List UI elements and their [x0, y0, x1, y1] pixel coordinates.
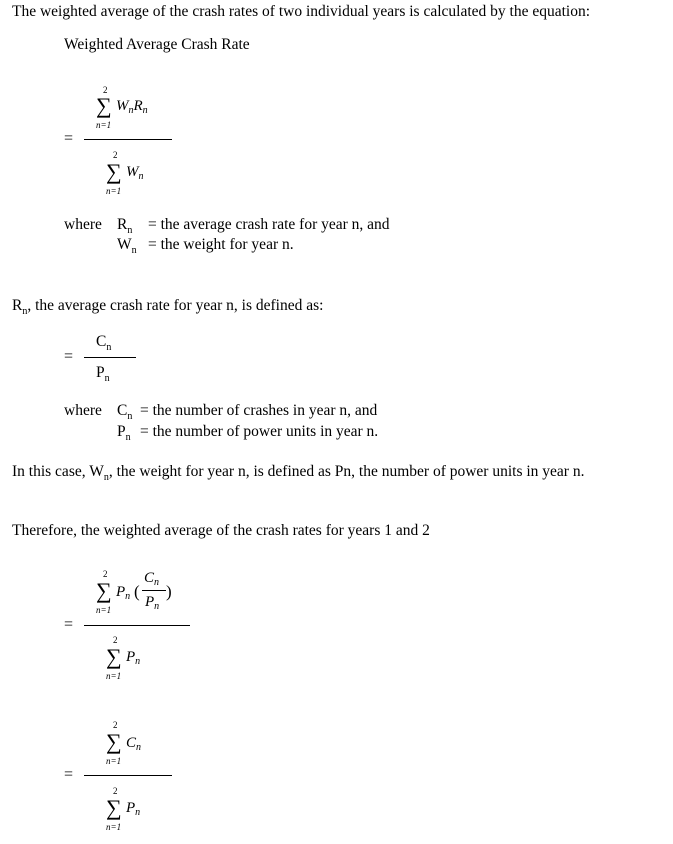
sigma-symbol: ∑	[106, 159, 122, 184]
sigma-symbol: ∑	[96, 578, 112, 603]
def-w-text: = the weight for year n.	[148, 236, 294, 253]
sum-upper-limit: 2	[113, 635, 118, 645]
where-label: where	[64, 402, 102, 419]
fraction-bar	[84, 625, 190, 626]
case-line: In this case, $W_n$, the weight for year n, is defined as Pn, the number of power units in year n.	[12, 463, 585, 483]
inner-denominator-p: $P_n$	[145, 594, 160, 612]
numerator-wr: $W_nR_n$	[116, 98, 148, 116]
numerator-c: $C_n$	[96, 333, 112, 353]
sum-upper-limit: 2	[113, 150, 118, 160]
denominator-p: $P_n$	[126, 800, 141, 818]
rn-intro: $R_n$, the average crash rate for year n, is defined as:	[12, 297, 324, 317]
sum-upper-limit: 2	[103, 569, 108, 579]
denominator-p: $P_n$	[96, 364, 110, 384]
fraction-bar	[84, 357, 136, 358]
denominator-w: $W_n$	[126, 164, 144, 182]
sigma-symbol: ∑	[106, 795, 122, 820]
wacr-label: Weighted Average Crash Rate	[64, 36, 250, 53]
inner-numerator-c: $C_n$	[144, 570, 160, 588]
sigma-symbol: ∑	[96, 93, 112, 118]
intro-text: The weighted average of the crash rates of two individual years is calculated by the equation:	[12, 3, 591, 20]
sum-upper-limit: 2	[113, 720, 118, 730]
right-paren: )	[166, 582, 172, 601]
fraction-bar	[84, 775, 172, 776]
equals-sign: =	[64, 766, 74, 783]
sum-upper-limit: 2	[113, 786, 118, 796]
equals-sign: =	[64, 348, 74, 365]
numerator-c: $C_n$	[126, 735, 142, 753]
def-r: $R_n$	[117, 216, 133, 236]
sigma-symbol: ∑	[106, 644, 122, 669]
sum-lower-limit: n=1	[106, 186, 122, 196]
def-w: $W_n$	[117, 236, 137, 256]
equals-sign: =	[64, 616, 74, 633]
sum-upper-limit: 2	[103, 85, 108, 95]
left-paren: (	[134, 582, 140, 601]
numerator-p: $P_n$	[116, 584, 131, 602]
def-c-text: = the number of crashes in year n, and	[140, 402, 378, 419]
inner-fraction-bar	[142, 590, 166, 591]
def-p-text: = the number of power units in year n.	[140, 423, 379, 440]
therefore-text: Therefore, the weighted average of the crash rates for years 1 and 2	[12, 522, 430, 539]
sum-lower-limit: n=1	[96, 605, 112, 615]
sigma-symbol: ∑	[106, 729, 122, 754]
sum-lower-limit: n=1	[106, 756, 122, 766]
def-r-text: = the average crash rate for year n, and	[148, 216, 390, 233]
sum-lower-limit: n=1	[96, 120, 112, 130]
equals-sign: =	[64, 130, 74, 147]
fraction-bar	[84, 139, 172, 140]
sum-lower-limit: n=1	[106, 671, 122, 681]
def-p: $P_n$	[117, 423, 131, 443]
def-c: $C_n$	[117, 402, 133, 422]
denominator-p: $P_n$	[126, 649, 141, 667]
sum-lower-limit: n=1	[106, 822, 122, 832]
where-label: where	[64, 216, 102, 233]
